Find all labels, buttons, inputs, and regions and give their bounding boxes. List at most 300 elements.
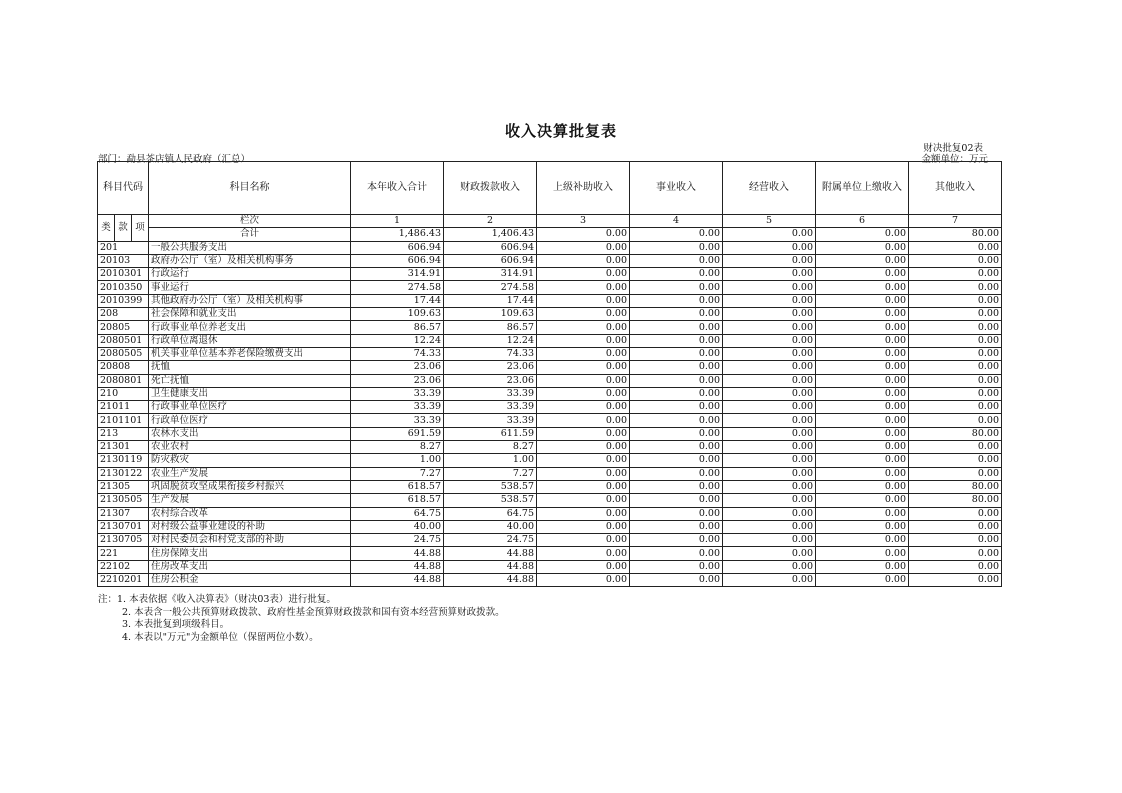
row-value: 0.00	[816, 547, 909, 560]
row-value: 7.27	[444, 467, 537, 480]
row-value: 12.24	[351, 334, 444, 347]
row-value: 314.91	[351, 268, 444, 281]
row-value: 0.00	[537, 480, 630, 493]
row-name: 其他政府办公厅（室）及相关机构事	[149, 294, 351, 307]
table-row	[98, 547, 1002, 560]
row-code: 20808	[98, 361, 149, 374]
row-value: 0.00	[537, 560, 630, 573]
row-name: 防灾救灾	[149, 454, 351, 467]
row-value: 109.63	[444, 308, 537, 321]
table-row	[98, 387, 1002, 400]
row-value: 0.00	[723, 454, 816, 467]
row-name: 农林水支出	[149, 427, 351, 440]
row-value: 0.00	[537, 547, 630, 560]
row-code: 2130119	[98, 454, 149, 467]
row-value: 8.27	[444, 441, 537, 454]
table-row	[98, 334, 1002, 347]
col-num: 4	[630, 215, 723, 228]
col-num: 6	[816, 215, 909, 228]
row-value: 0.00	[816, 520, 909, 533]
row-name: 一般公共服务支出	[149, 241, 351, 254]
row-value: 0.00	[630, 374, 723, 387]
row-code: 2130505	[98, 494, 149, 507]
table-row	[98, 294, 1002, 307]
row-code: 208	[98, 308, 149, 321]
row-value: 611.59	[444, 427, 537, 440]
row-value: 0.00	[723, 294, 816, 307]
row-code: 2010350	[98, 281, 149, 294]
row-value: 0.00	[630, 281, 723, 294]
note-line: 2. 本表含一般公共预算财政拨款、政府性基金预算财政拨款和国有资本经营预算财政拨款。	[122, 606, 505, 618]
row-value: 691.59	[351, 427, 444, 440]
row-name: 住房改革支出	[149, 560, 351, 573]
row-value: 0.00	[537, 574, 630, 587]
row-value: 0.00	[909, 281, 1002, 294]
row-value: 606.94	[351, 254, 444, 267]
col-num: 2	[444, 215, 537, 228]
row-value: 0.00	[537, 387, 630, 400]
row-name: 机关事业单位基本养老保险缴费支出	[149, 347, 351, 360]
form-number: 财决批复02表	[923, 143, 983, 154]
row-value: 23.06	[444, 361, 537, 374]
table-row	[98, 467, 1002, 480]
row-code: 21011	[98, 401, 149, 414]
row-value: 74.33	[351, 347, 444, 360]
row-name: 生产发展	[149, 494, 351, 507]
row-code: 21307	[98, 507, 149, 520]
row-value: 23.06	[351, 374, 444, 387]
sub-lei: 类	[98, 215, 115, 242]
row-code: 2101101	[98, 414, 149, 427]
row-value: 274.58	[444, 281, 537, 294]
table-row	[98, 494, 1002, 507]
row-value: 0.00	[816, 480, 909, 493]
row-value: 0.00	[537, 427, 630, 440]
row-value: 0.00	[816, 467, 909, 480]
row-value: 0.00	[816, 334, 909, 347]
row-value: 0.00	[723, 560, 816, 573]
row-name: 抚恤	[149, 361, 351, 374]
row-name: 行政事业单位医疗	[149, 401, 351, 414]
row-name: 巩固脱贫攻坚成果衔接乡村振兴	[149, 480, 351, 493]
row-value: 0.00	[816, 361, 909, 374]
total-label: 合计	[149, 228, 351, 241]
row-value: 86.57	[444, 321, 537, 334]
row-value: 0.00	[537, 534, 630, 547]
row-value: 80.00	[909, 494, 1002, 507]
row-value: 0.00	[909, 347, 1002, 360]
row-value: 0.00	[630, 574, 723, 587]
total-value: 80.00	[909, 228, 1002, 241]
row-value: 0.00	[909, 241, 1002, 254]
row-value: 0.00	[723, 520, 816, 533]
row-value: 0.00	[723, 494, 816, 507]
row-name: 农业农村	[149, 441, 351, 454]
note-line: 4. 本表以"万元"为金额单位（保留两位小数）。	[122, 631, 319, 643]
row-value: 0.00	[909, 507, 1002, 520]
row-value: 0.00	[537, 467, 630, 480]
row-value: 0.00	[537, 254, 630, 267]
row-value: 0.00	[723, 414, 816, 427]
row-value: 0.00	[723, 467, 816, 480]
row-name: 事业运行	[149, 281, 351, 294]
row-name: 政府办公厅（室）及相关机构事务	[149, 254, 351, 267]
row-value: 0.00	[630, 494, 723, 507]
row-value: 0.00	[630, 520, 723, 533]
row-value: 0.00	[630, 241, 723, 254]
row-value: 0.00	[909, 401, 1002, 414]
row-value: 0.00	[630, 414, 723, 427]
income-approval-table	[97, 161, 1002, 587]
row-value: 33.39	[444, 401, 537, 414]
total-value: 0.00	[816, 228, 909, 241]
total-value: 1,486.43	[351, 228, 444, 241]
table-row	[98, 507, 1002, 520]
row-value: 538.57	[444, 494, 537, 507]
row-value: 0.00	[630, 347, 723, 360]
row-value: 80.00	[909, 480, 1002, 493]
row-name: 行政单位医疗	[149, 414, 351, 427]
row-value: 0.00	[816, 374, 909, 387]
row-value: 0.00	[537, 374, 630, 387]
row-name: 住房保障支出	[149, 547, 351, 560]
row-value: 0.00	[816, 254, 909, 267]
row-value: 0.00	[723, 347, 816, 360]
notes	[98, 594, 505, 644]
table-row	[98, 560, 1002, 573]
row-value: 0.00	[537, 441, 630, 454]
amount-unit-label: 金额单位：万元	[921, 154, 988, 165]
row-value: 0.00	[909, 520, 1002, 533]
row-code: 20805	[98, 321, 149, 334]
row-name: 住房公积金	[149, 574, 351, 587]
row-value: 0.00	[816, 268, 909, 281]
row-value: 0.00	[537, 268, 630, 281]
row-value: 33.39	[351, 414, 444, 427]
row-code: 2130701	[98, 520, 149, 533]
row-value: 0.00	[537, 361, 630, 374]
row-value: 0.00	[909, 560, 1002, 573]
row-value: 606.94	[444, 241, 537, 254]
row-value: 0.00	[630, 294, 723, 307]
table-row	[98, 480, 1002, 493]
row-value: 0.00	[723, 254, 816, 267]
row-value: 0.00	[909, 387, 1002, 400]
row-value: 17.44	[351, 294, 444, 307]
department-label: 部门：勐县茶店镇人民政府（汇总）	[98, 154, 251, 165]
row-value: 0.00	[537, 454, 630, 467]
row-value: 0.00	[816, 281, 909, 294]
row-value: 0.00	[816, 507, 909, 520]
row-value: 44.88	[351, 560, 444, 573]
header-col-5: 经营收入	[723, 162, 816, 215]
header-name: 科目名称	[149, 162, 351, 215]
row-value: 0.00	[816, 494, 909, 507]
row-value: 0.00	[909, 268, 1002, 281]
row-value: 33.39	[444, 414, 537, 427]
col-num: 3	[537, 215, 630, 228]
row-value: 0.00	[630, 427, 723, 440]
row-name: 行政事业单位养老支出	[149, 321, 351, 334]
row-value: 0.00	[630, 480, 723, 493]
row-value: 0.00	[909, 414, 1002, 427]
row-value: 606.94	[351, 241, 444, 254]
total-value: 0.00	[723, 228, 816, 241]
header-col-1: 本年收入合计	[351, 162, 444, 215]
row-value: 0.00	[537, 507, 630, 520]
row-value: 40.00	[351, 520, 444, 533]
header-col-3: 上级补助收入	[537, 162, 630, 215]
row-value: 0.00	[723, 401, 816, 414]
row-name: 农村综合改革	[149, 507, 351, 520]
row-value: 0.00	[537, 334, 630, 347]
row-name: 对村民委员会和村党支部的补助	[149, 534, 351, 547]
row-value: 0.00	[816, 560, 909, 573]
row-value: 0.00	[816, 534, 909, 547]
table-row	[98, 454, 1002, 467]
header-col-6: 附属单位上缴收入	[816, 162, 909, 215]
table-row	[98, 308, 1002, 321]
row-value: 0.00	[630, 254, 723, 267]
table-row	[98, 347, 1002, 360]
row-value: 0.00	[537, 294, 630, 307]
table-row	[98, 281, 1002, 294]
row-value: 0.00	[723, 547, 816, 560]
row-value: 0.00	[630, 387, 723, 400]
row-value: 0.00	[723, 374, 816, 387]
row-value: 0.00	[630, 308, 723, 321]
row-name: 农业生产发展	[149, 467, 351, 480]
row-value: 80.00	[909, 427, 1002, 440]
row-value: 64.75	[351, 507, 444, 520]
row-value: 0.00	[909, 547, 1002, 560]
table-row	[98, 361, 1002, 374]
row-value: 538.57	[444, 480, 537, 493]
table-row	[98, 534, 1002, 547]
row-value: 0.00	[723, 534, 816, 547]
row-code: 221	[98, 547, 149, 560]
row-name: 卫生健康支出	[149, 387, 351, 400]
row-value: 17.44	[444, 294, 537, 307]
row-value: 0.00	[723, 387, 816, 400]
row-value: 0.00	[909, 308, 1002, 321]
row-code: 213	[98, 427, 149, 440]
row-value: 0.00	[630, 441, 723, 454]
row-value: 0.00	[537, 241, 630, 254]
row-value: 0.00	[816, 401, 909, 414]
row-value: 0.00	[723, 480, 816, 493]
row-value: 0.00	[723, 241, 816, 254]
row-value: 0.00	[630, 560, 723, 573]
row-value: 0.00	[723, 507, 816, 520]
row-value: 44.88	[351, 547, 444, 560]
total-value: 0.00	[630, 228, 723, 241]
row-value: 74.33	[444, 347, 537, 360]
row-value: 0.00	[723, 427, 816, 440]
row-value: 274.58	[351, 281, 444, 294]
row-value: 0.00	[537, 414, 630, 427]
page-title: 收入决算批复表	[504, 122, 617, 140]
row-value: 0.00	[909, 321, 1002, 334]
row-value: 0.00	[816, 414, 909, 427]
row-value: 0.00	[723, 281, 816, 294]
row-value: 0.00	[630, 321, 723, 334]
col-num: 7	[909, 215, 1002, 228]
row-value: 0.00	[816, 441, 909, 454]
row-value: 0.00	[537, 401, 630, 414]
row-value: 0.00	[723, 361, 816, 374]
row-value: 33.39	[351, 401, 444, 414]
row-value: 0.00	[816, 308, 909, 321]
row-name: 死亡抚恤	[149, 374, 351, 387]
row-code: 2010399	[98, 294, 149, 307]
row-value: 0.00	[909, 254, 1002, 267]
row-code: 2130122	[98, 467, 149, 480]
row-value: 0.00	[723, 308, 816, 321]
row-value: 1.00	[444, 454, 537, 467]
row-value: 0.00	[723, 268, 816, 281]
table-row	[98, 401, 1002, 414]
note-line: 3. 本表批复到项级科目。	[122, 619, 230, 630]
header-col-2: 财政拨款收入	[444, 162, 537, 215]
table-row	[98, 414, 1002, 427]
row-value: 0.00	[537, 321, 630, 334]
row-code: 21305	[98, 480, 149, 493]
table-row	[98, 520, 1002, 533]
row-value: 24.75	[351, 534, 444, 547]
row-value: 0.00	[909, 467, 1002, 480]
row-code: 201	[98, 241, 149, 254]
row-value: 8.27	[351, 441, 444, 454]
row-code: 2210201	[98, 574, 149, 587]
header-col-7: 其他收入	[909, 162, 1002, 215]
row-value: 0.00	[816, 294, 909, 307]
sub-xiang: 项	[132, 215, 149, 242]
row-value: 44.88	[351, 574, 444, 587]
table-row	[98, 254, 1002, 267]
row-value: 0.00	[816, 241, 909, 254]
row-value: 23.06	[351, 361, 444, 374]
row-value: 0.00	[909, 454, 1002, 467]
row-value: 0.00	[630, 534, 723, 547]
row-code: 2080801	[98, 374, 149, 387]
row-name: 行政运行	[149, 268, 351, 281]
row-value: 0.00	[537, 520, 630, 533]
row-code: 2010301	[98, 268, 149, 281]
row-value: 0.00	[537, 281, 630, 294]
column-number-row	[98, 215, 1002, 228]
row-code: 210	[98, 387, 149, 400]
row-value: 0.00	[816, 574, 909, 587]
row-code: 22102	[98, 560, 149, 573]
row-value: 0.00	[537, 494, 630, 507]
row-value: 0.00	[630, 361, 723, 374]
sub-kuan: 款	[115, 215, 132, 242]
row-value: 33.39	[444, 387, 537, 400]
col-num: 5	[723, 215, 816, 228]
row-value: 618.57	[351, 480, 444, 493]
row-value: 0.00	[630, 454, 723, 467]
row-value: 0.00	[909, 294, 1002, 307]
row-value: 0.00	[909, 374, 1002, 387]
table-row	[98, 427, 1002, 440]
row-value: 0.00	[909, 361, 1002, 374]
row-code: 2080501	[98, 334, 149, 347]
row-value: 33.39	[351, 387, 444, 400]
row-value: 40.00	[444, 520, 537, 533]
row-value: 1.00	[351, 454, 444, 467]
total-value: 0.00	[537, 228, 630, 241]
row-value: 0.00	[909, 441, 1002, 454]
row-value: 0.00	[723, 441, 816, 454]
table-row	[98, 441, 1002, 454]
row-value: 314.91	[444, 268, 537, 281]
row-value: 606.94	[444, 254, 537, 267]
row-value: 44.88	[444, 560, 537, 573]
row-value: 86.57	[351, 321, 444, 334]
table-row	[98, 374, 1002, 387]
row-value: 109.63	[351, 308, 444, 321]
row-value: 0.00	[630, 268, 723, 281]
row-value: 0.00	[816, 387, 909, 400]
total-value: 1,406.43	[444, 228, 537, 241]
header-code: 科目代码	[98, 162, 149, 215]
row-value: 7.27	[351, 467, 444, 480]
row-value: 0.00	[537, 308, 630, 321]
row-value: 12.24	[444, 334, 537, 347]
row-value: 23.06	[444, 374, 537, 387]
row-code: 2080505	[98, 347, 149, 360]
row-name: 行政单位离退休	[149, 334, 351, 347]
total-row	[98, 228, 1002, 241]
row-value: 0.00	[630, 547, 723, 560]
row-name: 社会保障和就业支出	[149, 308, 351, 321]
row-code: 20103	[98, 254, 149, 267]
row-value: 0.00	[723, 334, 816, 347]
row-value: 64.75	[444, 507, 537, 520]
note-line: 注：1. 本表依据《收入决算表》（财决03表）进行批复。	[98, 594, 336, 605]
row-value: 44.88	[444, 574, 537, 587]
row-value: 0.00	[630, 334, 723, 347]
row-value: 0.00	[630, 507, 723, 520]
table-row	[98, 241, 1002, 254]
row-code: 2130705	[98, 534, 149, 547]
row-value: 0.00	[816, 347, 909, 360]
header-col-4: 事业收入	[630, 162, 723, 215]
row-value: 44.88	[444, 547, 537, 560]
row-value: 0.00	[909, 334, 1002, 347]
row-value: 0.00	[537, 347, 630, 360]
row-value: 0.00	[816, 427, 909, 440]
row-value: 0.00	[909, 574, 1002, 587]
row-value: 24.75	[444, 534, 537, 547]
row-value: 0.00	[909, 534, 1002, 547]
header-row	[98, 162, 1002, 215]
sub-lanci: 栏次	[149, 215, 351, 228]
row-value: 0.00	[816, 321, 909, 334]
row-name: 对村级公益事业建设的补助	[149, 520, 351, 533]
row-value: 0.00	[816, 454, 909, 467]
table-row	[98, 574, 1002, 587]
row-value: 0.00	[723, 321, 816, 334]
row-value: 0.00	[723, 574, 816, 587]
row-code: 21301	[98, 441, 149, 454]
col-num: 1	[351, 215, 444, 228]
table-row	[98, 268, 1002, 281]
table-row	[98, 321, 1002, 334]
row-value: 618.57	[351, 494, 444, 507]
row-value: 0.00	[630, 401, 723, 414]
